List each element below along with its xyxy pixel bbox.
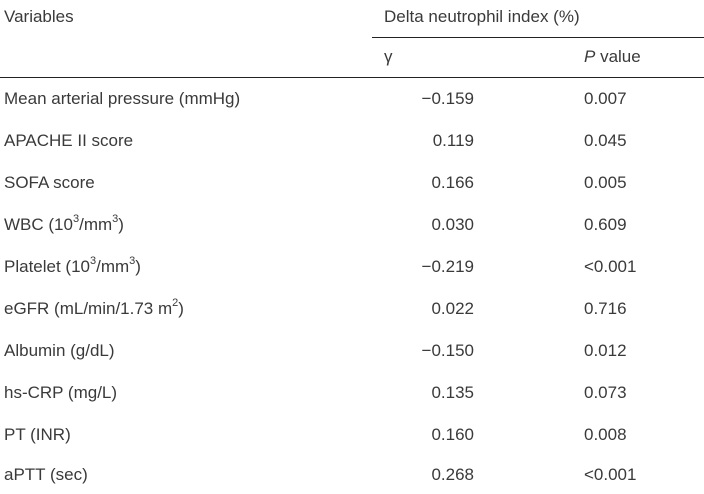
row-variable: Albumin (g/dL)	[4, 341, 115, 360]
row-gamma: −0.219	[421, 257, 474, 276]
row-gamma: 0.160	[431, 425, 474, 444]
variables-header: Variables	[4, 7, 74, 26]
p-italic: P	[584, 47, 596, 66]
row-variable: PT (INR)	[4, 425, 71, 444]
row-gamma: 0.135	[431, 383, 474, 402]
row-p-value: 0.609	[584, 215, 627, 234]
header-bottom-rule	[0, 77, 704, 78]
row-gamma: 0.119	[432, 131, 474, 150]
row-variable: Mean arterial pressure (mmHg)	[4, 89, 241, 108]
row-variable: aPTT (sec)	[4, 465, 88, 484]
row-p-value: 0.716	[584, 299, 627, 318]
row-gamma: 0.166	[431, 173, 474, 192]
row-variable: WBC $(10^3/mm^3)$	[4, 213, 124, 234]
row-p-value: <0.001	[584, 257, 637, 276]
row-variable: eGFR (mL/min/1.73 $m^2$)	[4, 297, 184, 318]
group-header: Delta neutrophil index (%)	[384, 7, 580, 26]
row-p-value: 0.005	[584, 173, 627, 192]
gamma-header: γ	[384, 47, 393, 66]
row-gamma: −0.150	[421, 341, 474, 360]
group-underline	[372, 37, 704, 38]
row-gamma: 0.030	[431, 215, 474, 234]
p-value-rest: value	[595, 47, 641, 66]
row-p-value: 0.073	[584, 383, 627, 402]
row-gamma: −0.159	[421, 89, 474, 108]
row-gamma: 0.268	[431, 465, 474, 484]
row-p-value: 0.008	[584, 425, 627, 444]
row-p-value: 0.045	[584, 131, 627, 150]
row-gamma: 0.022	[431, 299, 474, 318]
row-variable: SOFA score	[4, 173, 95, 192]
row-variable: Platelet $(10^3/mm^3)$	[4, 255, 141, 276]
row-variable: APACHE II score	[4, 131, 134, 150]
row-p-value: 0.007	[584, 89, 627, 108]
row-p-value: 0.012	[584, 341, 627, 360]
row-p-value: <0.001	[584, 465, 637, 484]
p-value-header	[584, 47, 641, 67]
row-variable: hs-CRP (mg/L)	[4, 383, 118, 402]
